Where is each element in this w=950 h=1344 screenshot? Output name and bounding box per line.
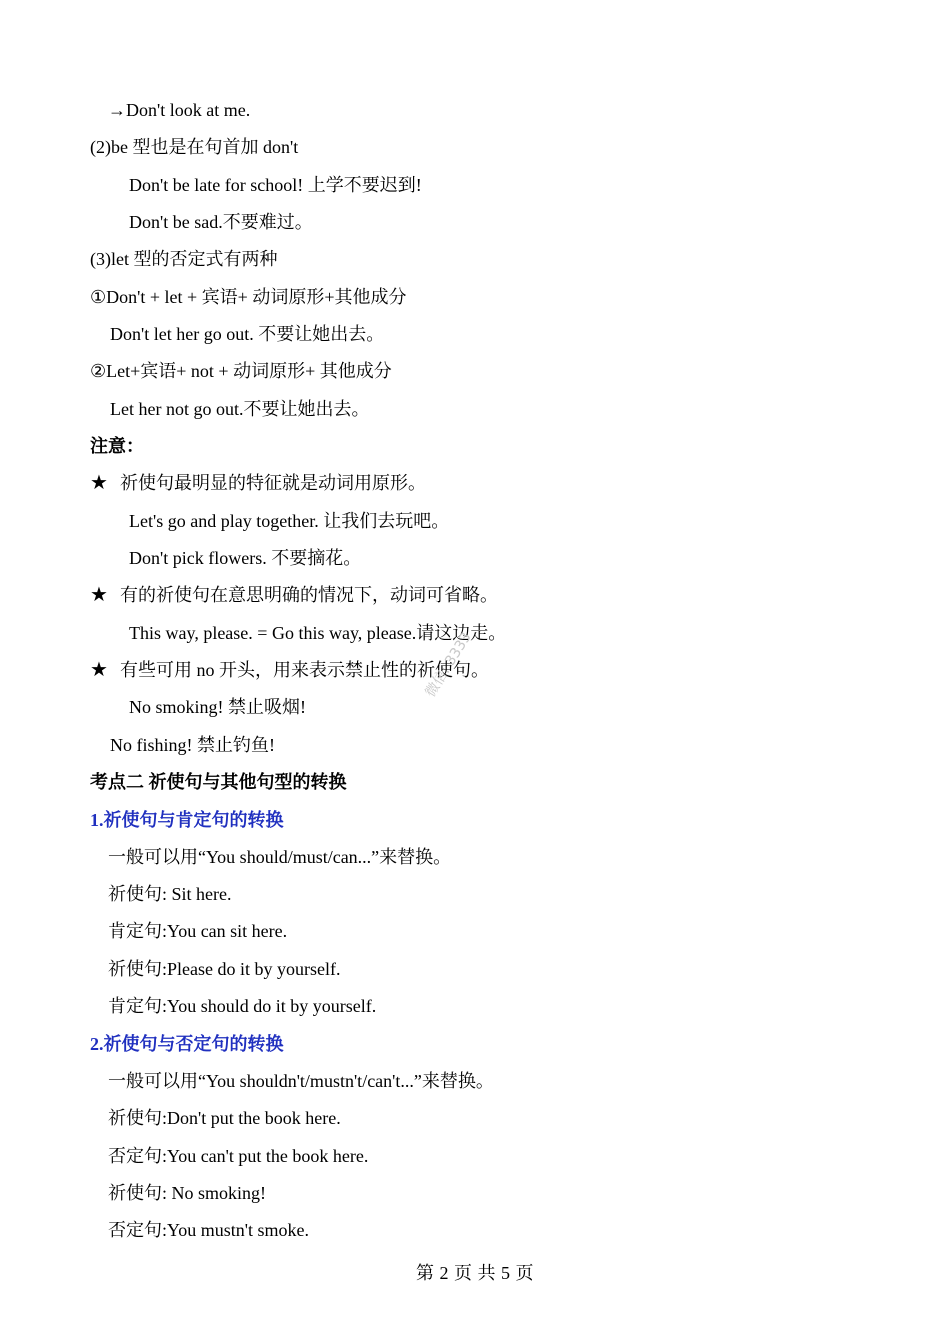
star-icon: ★ [90, 472, 108, 494]
text-line: (3)let 型的否定式有两种 [90, 249, 278, 269]
text-line: ①Don't + let + 宾语+ 动词原形+其他成分 [90, 287, 407, 307]
bullet-text: 有的祈使句在意思明确的情况下，动词可省略。 [120, 585, 498, 605]
text-line: This way, please. = Go this way, please.请这边走。 [129, 623, 507, 643]
subsection-heading: 1.祈使句与肯定句的转换 [90, 810, 284, 830]
text-line: ②Let+宾语+ not + 动词原形+ 其他成分 [90, 361, 392, 381]
text-line: 一般可以用“You should/must/can...”来替换。 [108, 847, 452, 867]
text-line: 否定句:You can't put the book here. [108, 1146, 369, 1166]
text-line: No smoking! 禁止吸烟! [129, 697, 306, 717]
text-line: 祈使句:Please do it by yourself. [108, 959, 341, 979]
page-footer: 第 2 页 共 5 页 [416, 1263, 534, 1283]
text-line: 否定句:You mustn't smoke. [108, 1220, 309, 1240]
text-line: 祈使句:Don't put the book here. [108, 1108, 341, 1128]
watermark: 微信: 3333 [422, 629, 475, 701]
text-line: 祈使句: No smoking! [108, 1183, 267, 1203]
text-line: No fishing! 禁止钓鱼! [110, 735, 275, 755]
text-line: Let her not go out.不要让她出去。 [110, 399, 370, 419]
text-line: Don't pick flowers. 不要摘花。 [129, 548, 362, 568]
text-line: 祈使句: Sit here. [108, 884, 232, 904]
text-line: (2)be 型也是在句首加 don't [90, 137, 299, 157]
star-icon: ★ [90, 584, 108, 606]
bullet-text: 祈使句最明显的特征就是动词用原形。 [120, 473, 426, 493]
text-line: Don't be sad.不要难过。 [129, 212, 313, 232]
text-line: 肯定句:You should do it by yourself. [108, 996, 377, 1016]
text-line: Don't let her go out. 不要让她出去。 [110, 324, 385, 344]
bullet-text: 有些可用 no 开头，用来表示禁止性的祈使句。 [120, 660, 489, 680]
star-icon: ★ [90, 659, 108, 681]
subsection-heading: 2.祈使句与否定句的转换 [90, 1034, 284, 1054]
text-line: 肯定句:You can sit here. [108, 921, 288, 941]
section-heading: 考点二 祈使句与其他句型的转换 [90, 772, 347, 792]
text-line: Don't be late for school! 上学不要迟到! [129, 175, 422, 195]
bullet-line [90, 584, 498, 606]
text-line: 一般可以用“You shouldn't/mustn't/can't...”来替换。 [108, 1071, 494, 1091]
note-heading: 注意： [90, 436, 144, 456]
text-line: Let's go and play together. 让我们去玩吧。 [129, 511, 450, 531]
bullet-line [90, 472, 426, 494]
text-line: →Don't look at me. [108, 100, 251, 120]
